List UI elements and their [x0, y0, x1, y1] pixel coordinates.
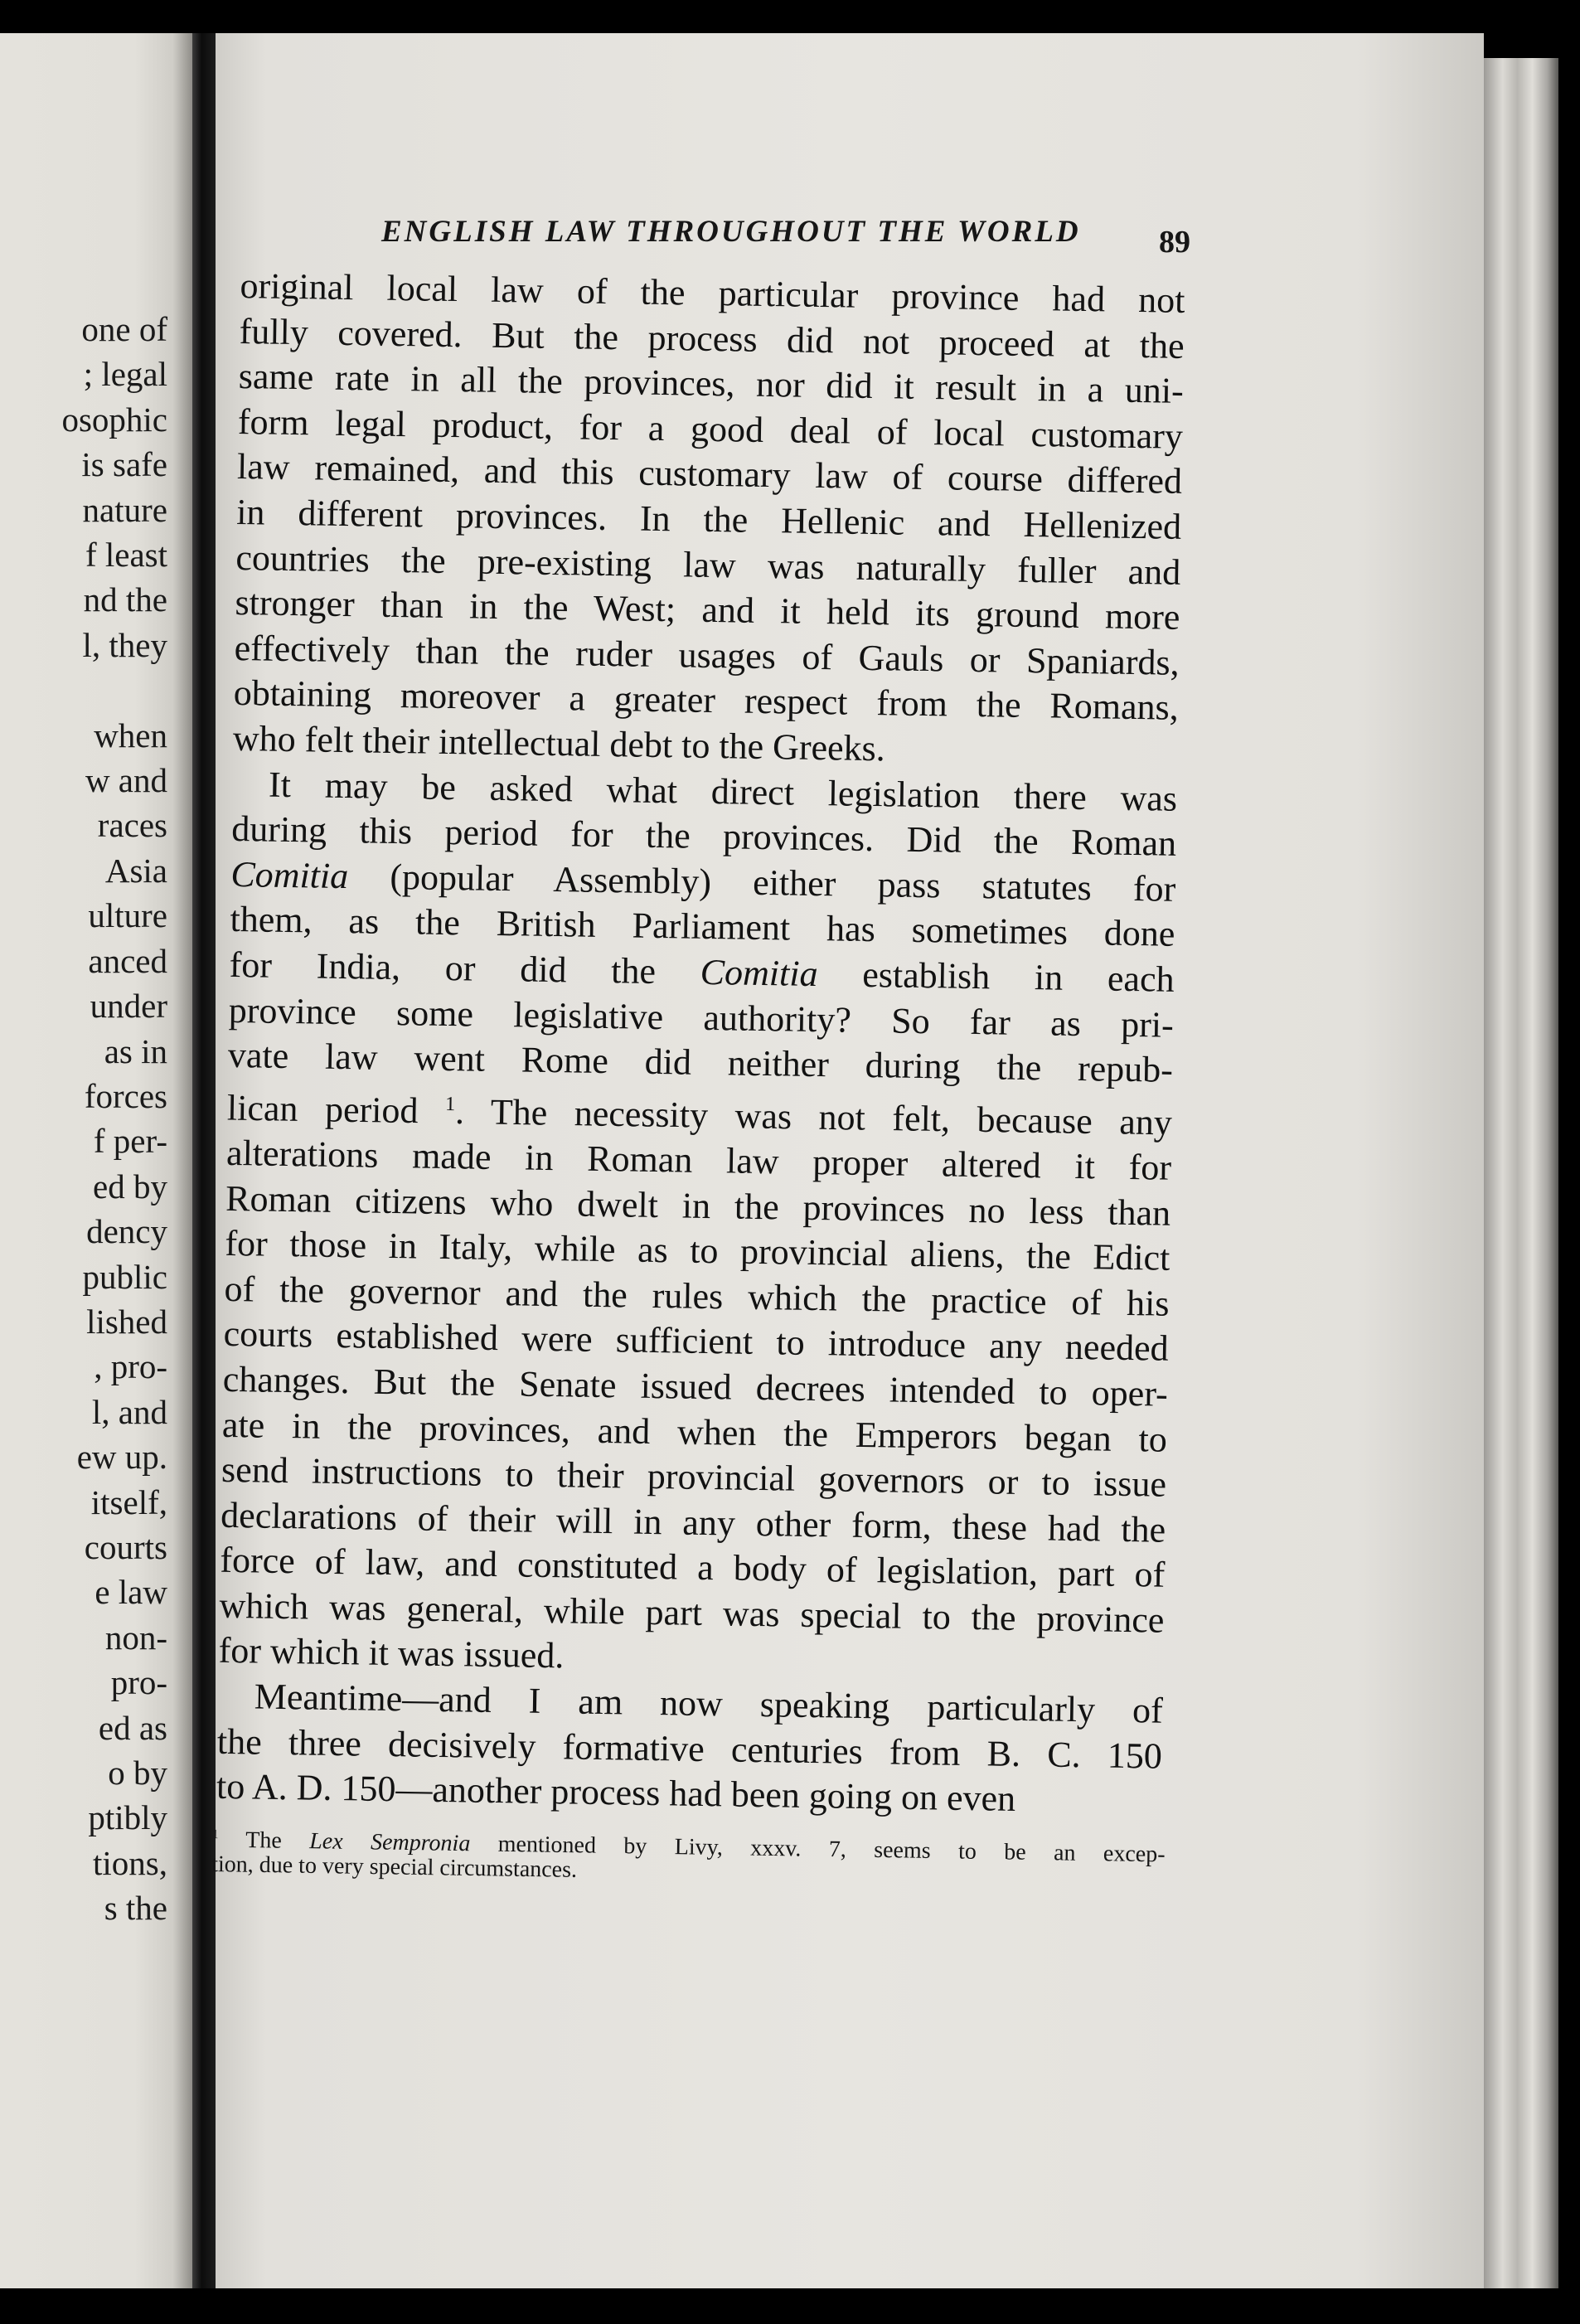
text-line: declarations of their will in any other form, these had the — [220, 1494, 1166, 1550]
previous-page-edge — [0, 33, 192, 2288]
footnote-line: tion, due to very special circumstances. — [211, 1851, 578, 1884]
text-line: send instructions to their provincial governors or to issue — [221, 1448, 1167, 1505]
previous-page-line: ew up. — [76, 1438, 167, 1477]
previous-page-line: races — [97, 806, 167, 845]
running-header: ENGLISH LAW THROUGHOUT THE WORLD — [381, 215, 1081, 249]
previous-page-line: w and — [85, 761, 167, 800]
body-text — [216, 264, 1185, 1825]
text-line: original local law of the particular province had not — [240, 264, 1185, 321]
text-line: which was general, while part was special to the province — [219, 1584, 1165, 1641]
text-line: who felt their intellectual debt to the Greeks. — [232, 717, 886, 769]
previous-page-line: Asia — [104, 851, 167, 890]
text-line: them, as the British Parliament has sometimes done — [230, 899, 1175, 955]
previous-page-text — [61, 307, 167, 1931]
text-line: countries the pre-existing law was naturally fuller and — [235, 536, 1181, 593]
previous-page-line: under — [90, 987, 167, 1026]
previous-page-line: o by — [108, 1754, 167, 1792]
previous-page-line: non- — [104, 1618, 167, 1657]
previous-page-line: ptibly — [88, 1798, 167, 1837]
previous-page-line: nd the — [83, 580, 167, 619]
text-line: same rate in all the provinces, nor did it result in a uni- — [238, 356, 1185, 412]
text-line: during this period for the provinces. Did the Roman — [230, 808, 1177, 864]
text-line: the three decisively formative centuries from B. C. 150 — [216, 1720, 1163, 1777]
page-number: 89 — [1159, 225, 1190, 260]
book-gutter — [192, 33, 216, 2288]
text-line: of the governor and the rules which the practice of his — [224, 1268, 1170, 1324]
footnote-line: $^1$ The Lex Sempronia mentioned by Livy, xxxv. 7, seems to be an excep- — [211, 1827, 1166, 1868]
paragraph — [233, 264, 1185, 776]
previous-page-line: f least — [85, 536, 167, 575]
text-line: changes. But the Senate issued decrees intended to oper- — [222, 1358, 1169, 1414]
text-line: ate in the provinces, and when the Emperors began to — [221, 1404, 1168, 1460]
text-line: lican period $^1$. The necessity was not felt, because any — [226, 1087, 1173, 1143]
text-line: to A. D. 150—another process had been going on even — [216, 1766, 1016, 1820]
previous-page-line: , pro- — [94, 1347, 167, 1386]
previous-page-line: ulture — [88, 896, 167, 935]
page-stack-edge — [1484, 58, 1558, 2288]
text-line: for those in Italy, while as to provincial aliens, the Edict — [225, 1222, 1170, 1278]
previous-page-line: anced — [88, 941, 167, 980]
text-line: Comitia (popular Assembly) either pass statutes for — [230, 853, 1176, 910]
previous-page-line: l, they — [82, 625, 167, 664]
text-line: courts established were sufficient to introduce any needed — [223, 1313, 1169, 1370]
previous-page-line: itself, — [90, 1482, 167, 1521]
previous-page-line: one of — [81, 310, 167, 348]
previous-page-line: when — [94, 716, 167, 754]
text-line: province some legislative authority? So far as pri- — [228, 989, 1175, 1046]
paragraph — [218, 761, 1177, 1688]
text-line: law remained, and this customary law of course differed — [236, 446, 1183, 502]
previous-page-line: lished — [86, 1302, 167, 1341]
previous-page-line: forces — [84, 1076, 167, 1115]
text-line: for India, or did the Comitia establish in each — [229, 944, 1175, 1000]
paragraph — [216, 1674, 1163, 1825]
text-line: vate law went Rome did neither during the repub- — [227, 1034, 1174, 1090]
text-line: Meantime—and I am now speaking particularly of — [254, 1676, 1164, 1731]
text-line: in different provinces. In the Hellenic and Hellenized — [235, 491, 1182, 547]
previous-page-line — [61, 667, 167, 712]
previous-page-line: f per- — [93, 1122, 167, 1161]
text-line: force of law, and constituted a body of legislation, part of — [220, 1540, 1166, 1595]
text-line: It may be asked what direct legislation there was — [268, 764, 1178, 819]
previous-page-line: ed by — [93, 1167, 167, 1206]
text-line: for which it was issued. — [218, 1630, 565, 1676]
previous-page-line: dency — [86, 1212, 167, 1251]
previous-page-line: public — [82, 1257, 167, 1296]
previous-page-line: pro- — [110, 1663, 167, 1702]
text-line: effectively than the ruder usages of Gauls or Spaniards, — [234, 627, 1180, 683]
previous-page-line: nature — [82, 490, 167, 529]
text-line: Roman citizens who dwelt in the provinces no less than — [225, 1177, 1171, 1234]
text-line: obtaining moreover a greater respect from the Romans, — [233, 672, 1180, 729]
text-line: fully covered. But the process did not proceed at the — [239, 310, 1185, 366]
previous-page-line: s the — [104, 1889, 167, 1928]
previous-page-line: tions, — [93, 1843, 167, 1882]
text-line: stronger than in the West; and it held its ground more — [235, 582, 1180, 638]
previous-page-line: ; legal — [83, 355, 167, 394]
previous-page-line: osophic — [61, 400, 167, 439]
previous-page-line: l, and — [91, 1392, 167, 1431]
text-line: form legal product, for a good deal of local customary — [237, 400, 1184, 457]
previous-page-line: ed as — [98, 1708, 167, 1747]
previous-page-line: is safe — [81, 445, 167, 484]
previous-page-line: e law — [95, 1573, 167, 1612]
text-line: alterations made in Roman law proper altered it for — [225, 1132, 1172, 1188]
previous-page-line: as in — [104, 1031, 167, 1070]
previous-page-line: courts — [84, 1527, 167, 1566]
